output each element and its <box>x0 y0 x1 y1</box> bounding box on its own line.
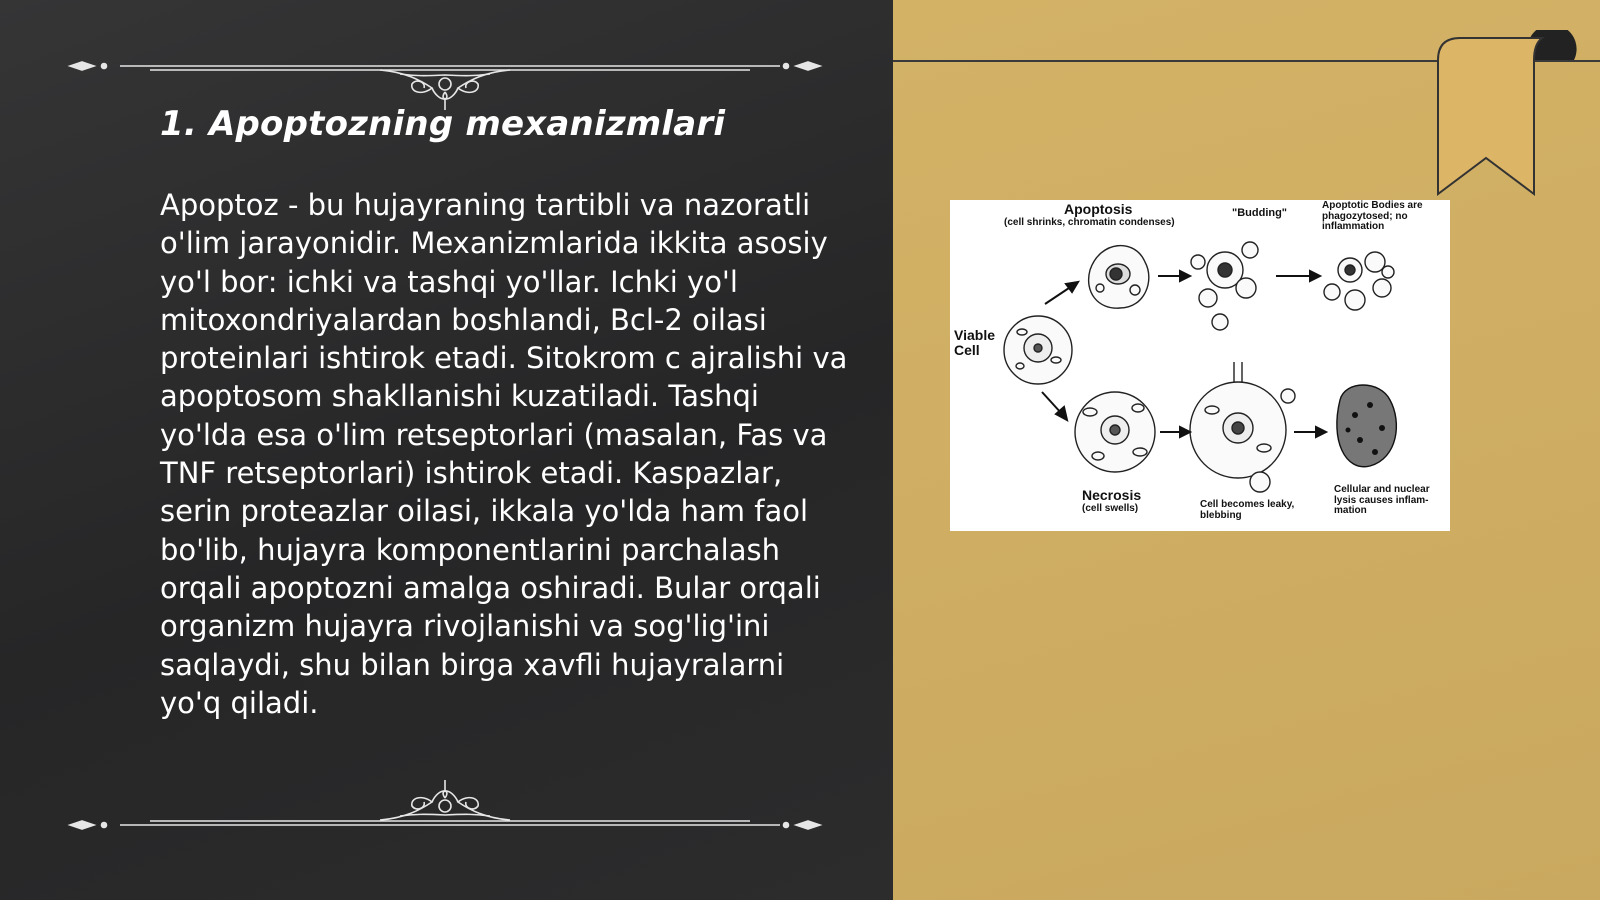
lysis-label: Cellular and nuclear lysis causes inflam- mation <box>1334 484 1430 516</box>
budding-label: "Budding" <box>1232 207 1288 219</box>
apoptosis-label: Apoptosis <box>1064 201 1133 217</box>
necrosis-label: Necrosis <box>1082 487 1142 503</box>
apoptotic-bodies-label: Apoptotic Bodies are phagozytosed; no inflammation <box>1322 200 1423 232</box>
bottom-ornament-divider <box>60 770 830 840</box>
apoptosis-necrosis-diagram <box>950 200 1450 531</box>
leaky-cell-label: Cell becomes leaky, blebbing <box>1200 499 1295 521</box>
top-ornament-divider <box>60 40 830 110</box>
slide-title: 1. Apoptozning mexanizmlari <box>160 104 726 144</box>
viable-cell-label: Viable Cell <box>954 327 995 358</box>
slide-body-text: Apoptoz - bu hujayraning tartibli va nazoratli o'lim jarayonidir. Mexanizmlarida ikkita asosiy yo'l bor: ichki va tashqi yo'llar. Ichki yo'l mitoxondriyalardan boshlandi, Bcl-2 oilasi proteinlari ishtirok etadi. Sitokrom c ajralishi va apoptosom shakllanishi kuzatiladi. Tashqi yo'lda esa o'lim retseptorlari (masalan, Fas va TNF retseptorlari) ishtirok etadi. Kaspazlar, serin proteazlar oilasi, ikkala yo'lda ham faol bo'lib, hujayra komponentlarini parchalash orqali apoptozni amalga oshiradi. Bular orqali organizm hujayra rivojlanishi va sog'lig'ini saqlaydi, shu bilan birga xavfli hujayralarni yo'q qiladi. <box>160 188 848 720</box>
bookmark-ribbon-icon <box>1430 30 1600 205</box>
apoptosis-sublabel: (cell shrinks, chromatin condenses) <box>1004 217 1175 228</box>
necrosis-sublabel: (cell swells) <box>1082 503 1139 514</box>
diagram-drawing <box>950 200 1450 531</box>
